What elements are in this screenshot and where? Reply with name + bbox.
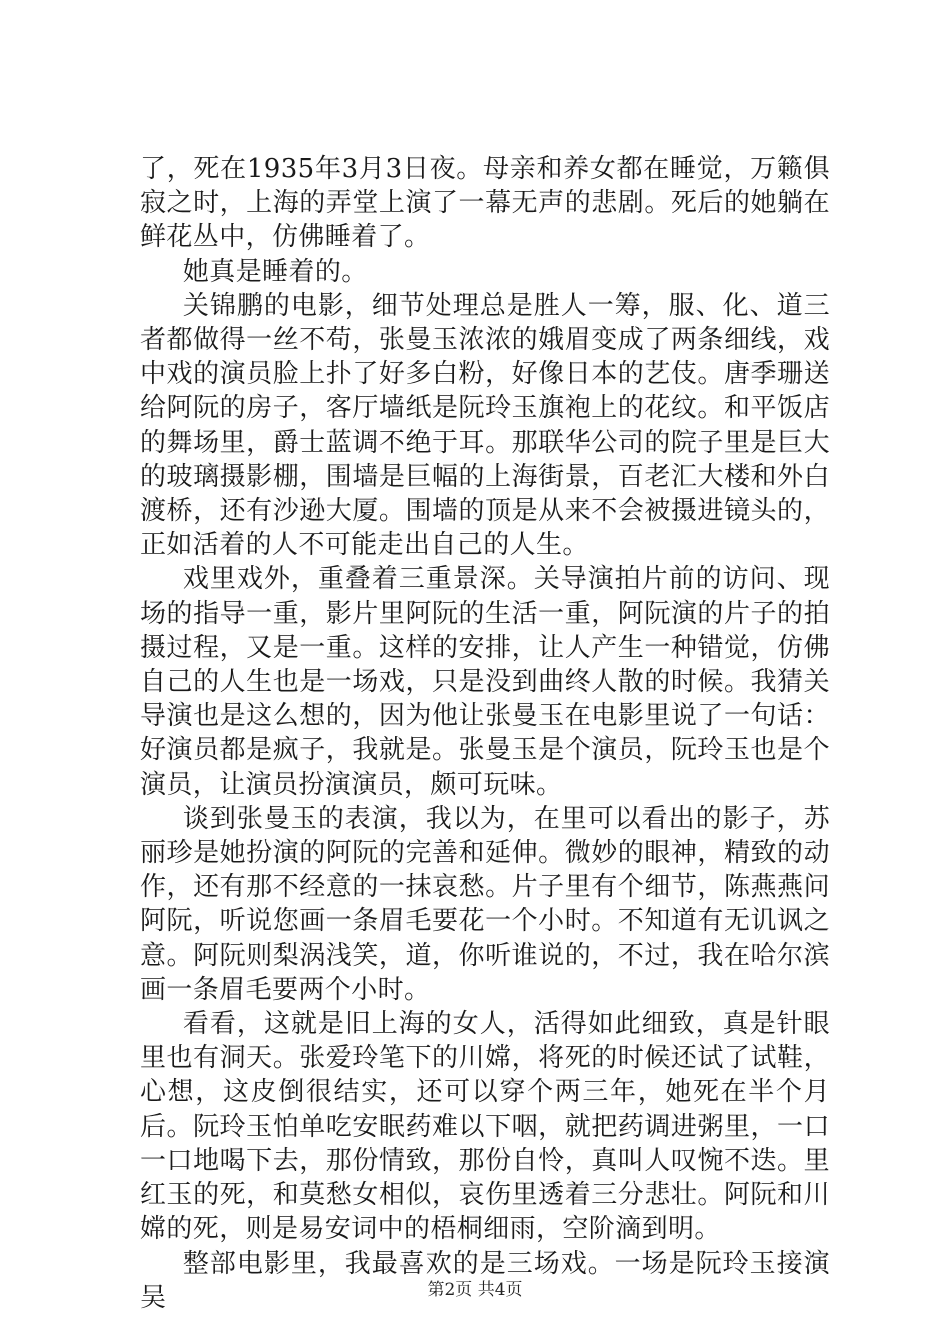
paragraph-4: 戏里戏外，重叠着三重景深。关导演拍片前的访问、现场的指导一重，影片里阿阮的生活一重，阿阮演的片子的拍摄过程，又是一重。这样的安排，让人产生一种错觉，仿佛自己的人生也是一场戏，只是没到曲终人散的时候。我猜关导演也是这么想的，因为他让张曼玉在电影里说了一句话：好演员都是疯子，我就是。张曼玉是个演员，阮玲玉也是个演员，让演员扮演演员，颇可玩味。 bbox=[140, 564, 830, 800]
paragraph-5: 谈到张曼玉的表演，我以为，在里可以看出的影子，苏丽珍是她扮演的阿阮的完善和延伸。微妙的眼神，精致的动作，还有那不经意的一抹哀愁。片子里有个细节，陈燕燕问阿阮，听说您画一条眉毛要花一个小时。不知道有无讥讽之意。阿阮则梨涡浅笑，道，你听谁说的，不过，我在哈尔滨画一条眉毛要两个小时。 bbox=[140, 803, 830, 1005]
page-number-label: 第2页 共4页 bbox=[427, 1280, 523, 1300]
paragraph-7: 整部电影里，我最喜欢的是三场戏。一场是阮玲玉接演吴 bbox=[140, 1248, 830, 1313]
paragraph-3: 关锦鹏的电影，细节处理总是胜人一筹，服、化、道三者都做得一丝不苟，张曼玉浓浓的娥眉变成了两条细线，戏中戏的演员脸上扑了好多白粉，好像日本的艺伎。唐季珊送给阿阮的房子，客厅墙纸是阮玲玉旗袍上的花纹。和平饭店的舞场里，爵士蓝调不绝于耳。那联华公司的院子里是巨大的玻璃摄影棚，围墙是巨幅的上海街景，百老汇大楼和外白渡桥，还有沙逊大厦。围墙的顶是从来不会被摄进镜头的，正如活着的人不可能走出自己的人生。 bbox=[140, 290, 830, 561]
paragraph-6: 看看，这就是旧上海的女人，活得如此细致，真是针眼里也有洞天。张爱玲笔下的川嫦，将死的时候还试了试鞋，心想，这皮倒很结实，还可以穿个两三年，她死在半个月后。阮玲玉怕单吃安眠药难以下咽，就把药调进粥里，一口一口地喝下去，那份情致，那份自怜，真叫人叹惋不迭。里红玉的死，和莫愁女相似，哀伤里透着三分悲壮。阿阮和川嫦的死，则是易安词中的梧桐细雨，空阶滴到明。 bbox=[140, 1009, 830, 1245]
page-footer bbox=[0, 1275, 950, 1300]
paragraph-2: 她真是睡着的。 bbox=[182, 256, 368, 287]
body-text bbox=[140, 152, 830, 1315]
paragraph-1: 了，死在1935年3月3日夜。母亲和养女都在睡觉，万籁俱寂之时，上海的弄堂上演了一幕无声的悲剧。死后的她躺在鲜花丛中，仿佛睡着了。 bbox=[140, 154, 830, 253]
